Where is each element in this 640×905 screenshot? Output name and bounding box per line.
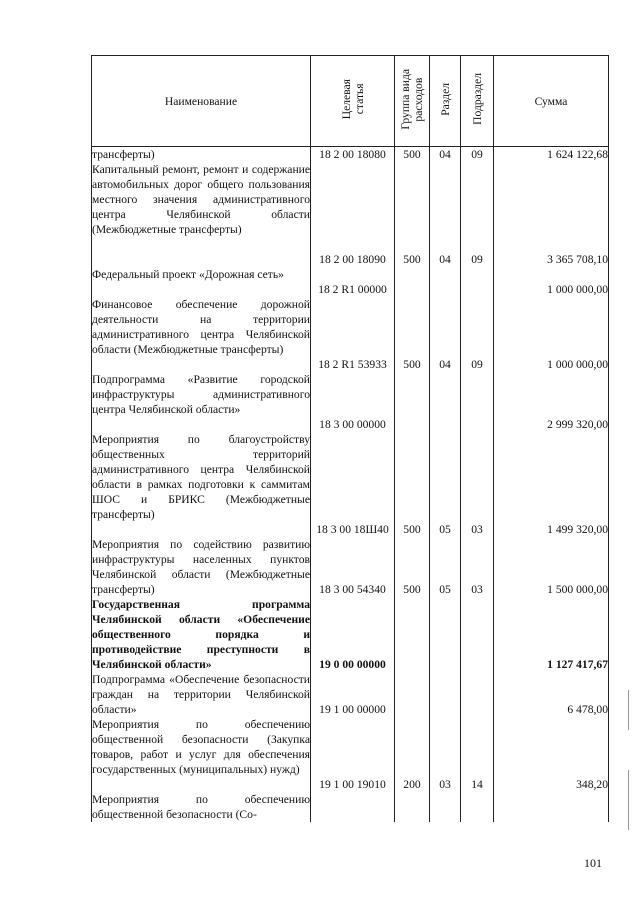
- row-subsection: [461, 597, 494, 672]
- row-expense-group: 200: [395, 717, 430, 792]
- row-name: Капитальный ремонт, ремонт и содержание автомобильных дорог общего пользования местного значения административного центра Челябинской области (Межбюджетные трансферты): [92, 162, 311, 267]
- row-section: 04: [430, 162, 461, 267]
- table-row: [92, 672, 609, 717]
- row-subsection: [461, 267, 494, 297]
- row-name: Мероприятия по обеспечению общественной безопасности (Закупка товаров, работ и услуг для обеспечения государственных (муниципальных) нужд): [92, 717, 311, 792]
- budget-table: [91, 55, 609, 822]
- row-target-article: 18 2 R1 53933: [311, 297, 395, 372]
- row-target-article: 18 3 00 54340: [311, 537, 395, 597]
- row-section: 04: [430, 147, 461, 163]
- row-sum: 6 478,00: [494, 672, 609, 717]
- table-row: [92, 162, 609, 267]
- table-header: [92, 56, 609, 147]
- row-name: Федеральный проект «Дорожная сеть»: [92, 267, 311, 297]
- row-sum: [494, 792, 609, 822]
- row-target-article: 18 2 00 18080: [311, 147, 395, 163]
- row-expense-group: [395, 672, 430, 717]
- table-row: [92, 267, 609, 297]
- header-sum: Сумма: [494, 56, 609, 147]
- row-sum: 3 365 708,10: [494, 162, 609, 267]
- row-expense-group: 500: [395, 432, 430, 537]
- row-name: Мероприятия по обеспечению общественной безопасности (Со-: [92, 793, 310, 821]
- row-section: 05: [430, 432, 461, 537]
- row-section: [430, 672, 461, 717]
- row-target-article: 19 0 00 00000: [311, 597, 395, 672]
- page-number: 101: [584, 856, 602, 870]
- row-expense-group: [395, 267, 430, 297]
- row-target-article: 19 1 00 19010: [311, 717, 395, 792]
- row-sum: 348,20: [494, 717, 609, 792]
- row-section: 04: [430, 297, 461, 372]
- row-section: [430, 372, 461, 432]
- header-section: Раздел: [430, 56, 461, 147]
- row-section: [430, 267, 461, 297]
- table-row: [92, 792, 609, 822]
- row-sum: 2 999 320,00: [494, 372, 609, 432]
- row-subsection: 09: [461, 297, 494, 372]
- row-expense-group: 500: [395, 147, 430, 163]
- row-section: 03: [430, 717, 461, 792]
- row-subsection: [461, 372, 494, 432]
- table-row: [92, 717, 609, 792]
- table-row: [92, 597, 609, 672]
- margin-mark: [628, 690, 629, 730]
- row-expense-group: 500: [395, 297, 430, 372]
- row-name: трансферты): [92, 147, 311, 163]
- row-subsection: 09: [461, 147, 494, 163]
- row-sum: 1 624 122,68: [494, 147, 609, 163]
- row-target-article: 18 2 00 18090: [311, 162, 395, 267]
- row-subsection: [461, 792, 494, 822]
- row-subsection: 03: [461, 537, 494, 597]
- row-sum: 1 127 417,67: [494, 597, 609, 672]
- row-target-article: 18 3 00 18Ш40: [311, 432, 395, 537]
- row-subsection: [461, 672, 494, 717]
- row-target-article: [311, 792, 395, 822]
- header-subsection: Подраздел: [461, 56, 494, 147]
- row-target-article: 19 1 00 00000: [311, 672, 395, 717]
- row-subsection: 14: [461, 717, 494, 792]
- row-expense-group: [395, 372, 430, 432]
- row-sum: 1 000 000,00: [494, 267, 609, 297]
- table-body: [92, 147, 609, 823]
- margin-mark: [628, 770, 629, 830]
- row-expense-group: [395, 597, 430, 672]
- table-row: [92, 147, 609, 163]
- table-row: [92, 537, 609, 597]
- row-name: Подпрограмма «Развитие городской инфраструктуры административного центра Челябинской области»: [92, 372, 311, 432]
- row-sum: 1 499 320,00: [494, 432, 609, 537]
- header-name: Наименование: [92, 56, 311, 147]
- row-expense-group: [395, 792, 430, 822]
- table-row: [92, 297, 609, 372]
- row-subsection: 09: [461, 162, 494, 267]
- row-target-article: 18 3 00 00000: [311, 372, 395, 432]
- row-section: 05: [430, 537, 461, 597]
- row-sum: 1 000 000,00: [494, 297, 609, 372]
- table-row: [92, 372, 609, 432]
- row-section: [430, 792, 461, 822]
- row-name: Мероприятия по содействию развитию инфраструктуры населенных пунктов Челябинской области (Межбюджетные трансферты): [92, 538, 310, 596]
- row-name: Государственная программа Челябинской области «Обеспечение общественного порядка и противодействие преступности в Челябинской области»: [92, 598, 310, 671]
- row-name: Финансовое обеспечение дорожной деятельности на территории административного центра Челябинской области (Межбюджетные трансферты): [92, 297, 311, 372]
- header-expense-group: Группа вида расходов: [395, 56, 430, 147]
- row-section: [430, 597, 461, 672]
- header-target-article: Целевая статья: [311, 56, 395, 147]
- row-name: Подпрограмма «Обеспечение безопасности граждан на территории Челябинской области»: [92, 673, 310, 716]
- row-sum: 1 500 000,00: [494, 537, 609, 597]
- row-subsection: 03: [461, 432, 494, 537]
- row-expense-group: 500: [395, 537, 430, 597]
- table-row: [92, 432, 609, 537]
- row-name: Мероприятия по благоустройству общественных территорий административного центра Челябинской области в рамках подготовки к саммитам ШОС и БРИКС (Межбюджетные трансферты): [92, 432, 311, 537]
- row-expense-group: 500: [395, 162, 430, 267]
- row-target-article: 18 2 R1 00000: [311, 267, 395, 297]
